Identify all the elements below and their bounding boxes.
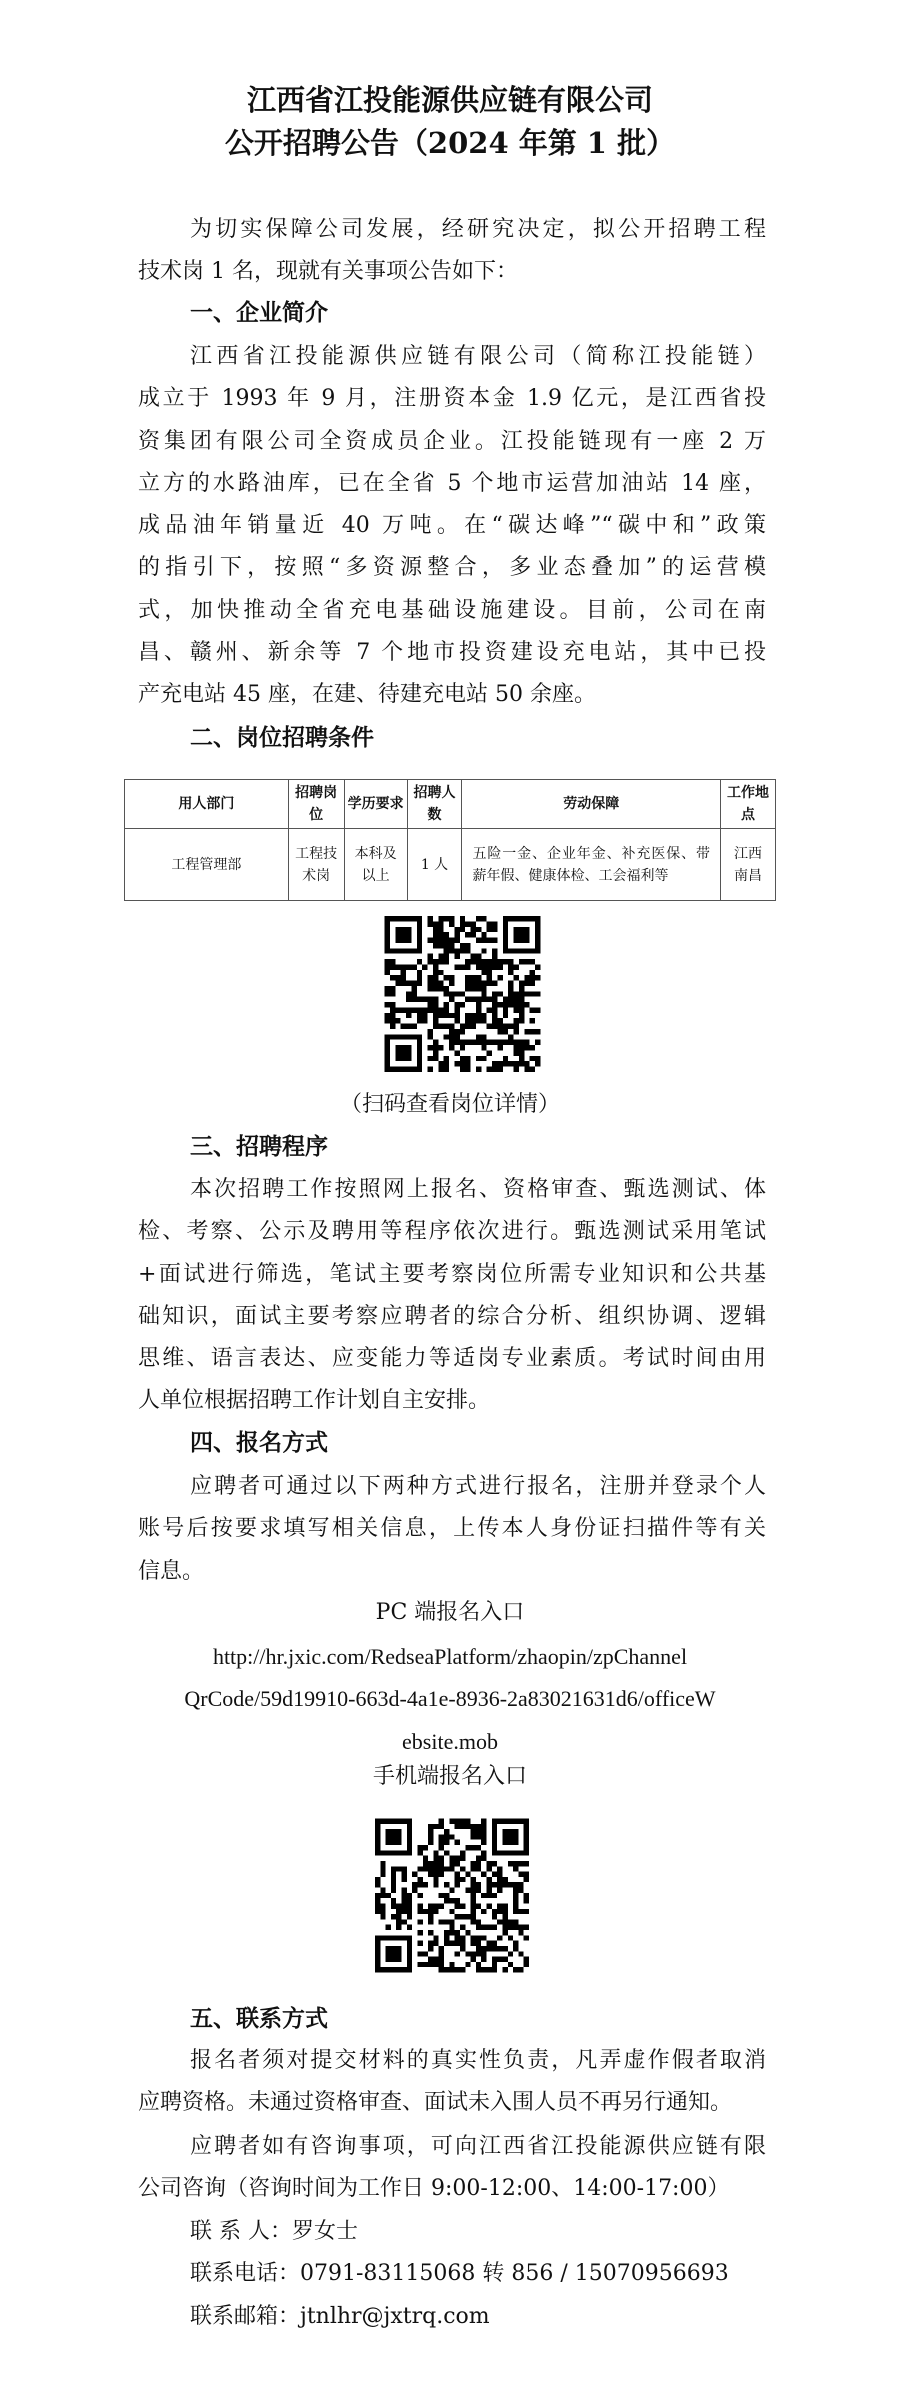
header-headcount: 招聘人数 xyxy=(407,780,462,829)
cell-department: 工程管理部 xyxy=(125,829,289,901)
paragraph-line: 报名者须对提交材料的真实性负责，凡弄虚作假者取消 xyxy=(190,2048,766,2073)
paragraph-line: +面试进行筛选，笔试主要考察岗位所需专业知识和公共基 xyxy=(138,1261,766,1287)
paragraph-line: 为切实保障公司发展，经研究决定，拟公开招聘工程 xyxy=(190,217,766,242)
contact-person: 联 系 人：罗女士 xyxy=(190,2219,358,2244)
paragraph-line: 思维、语言表达、应变能力等适岗专业素质。考试时间由用 xyxy=(138,1346,766,1372)
paragraph-line: 成立于 1993 年 9 月，注册资本金 1.9 亿元，是江西省投 xyxy=(138,386,766,412)
mobile-entry-label: 手机端报名入口 xyxy=(372,1764,527,1789)
qr-code-icon xyxy=(384,916,541,1072)
title-line-1: 江西省江投能源供应链有限公司 xyxy=(246,83,653,117)
registration-paragraph xyxy=(138,1466,766,1593)
job-table xyxy=(124,779,776,901)
section-heading-registration: 四、报名方式 xyxy=(190,1429,328,1456)
paragraph-line: 昌、赣州、新余等 7 个地市投资建设充电站，其中已投 xyxy=(138,640,766,666)
contact-phone: 联系电话：0791-83115068 转 856 / 15070956693 xyxy=(190,2261,729,2287)
cell-location: 江西南昌 xyxy=(721,829,776,901)
inquiry-paragraph xyxy=(138,2126,766,2211)
section-heading-company: 一、企业简介 xyxy=(190,299,328,326)
paragraph-line: 的指引下，按照“多资源整合，多业态叠加”的运营模 xyxy=(138,555,766,581)
section-heading-conditions: 二、岗位招聘条件 xyxy=(190,724,374,751)
section-heading-contact: 五、联系方式 xyxy=(190,2005,328,2032)
header-department: 用人部门 xyxy=(125,780,289,829)
paragraph-line: 成品油年销量近 40 万吨。在“碳达峰”“碳中和”政策 xyxy=(138,513,766,539)
paragraph-line: 产充电站 45 座，在建、待建充电站 50 余座。 xyxy=(138,682,596,708)
job-details-qr-code[interactable] xyxy=(384,916,541,1072)
cell-position: 工程技术岗 xyxy=(288,829,344,901)
cell-education: 本科及以上 xyxy=(344,829,407,901)
qr-caption: （扫码查看岗位详情） xyxy=(339,1092,560,1117)
header-position: 招聘岗位 xyxy=(288,780,344,829)
pc-entry-label: PC 端报名入口 xyxy=(375,1600,525,1625)
contact-email[interactable]: 联系邮箱：jtnlhr@jxtrq.com xyxy=(190,2303,490,2329)
title-line-2: 公开招聘公告（2024 年第 1 批） xyxy=(224,126,676,160)
paragraph-line: 应聘者如有咨询事项，可向江西省江投能源供应链有限 xyxy=(190,2134,766,2159)
paragraph-line: 立方的水路油库，已在全省 5 个地市运营加油站 14 座， xyxy=(138,470,766,496)
paragraph-line: 资集团有限公司全资成员企业。江投能链现有一座 2 万 xyxy=(138,428,766,454)
cell-benefits: 五险一金、企业年金、补充医保、带薪年假、健康体检、工会福利等 xyxy=(462,829,721,901)
url-line[interactable]: QrCode/59d19910-663d-4a1e-8936-2a83021631d6/officeW xyxy=(184,1686,716,1712)
paragraph-line: 技术岗 1 名，现就有关事项公告如下： xyxy=(138,259,518,285)
header-location: 工作地点 xyxy=(721,780,776,829)
section-heading-process: 三、招聘程序 xyxy=(190,1133,328,1160)
paragraph-line: 础知识，面试主要考察应聘者的综合分析、组织协调、逻辑 xyxy=(138,1303,766,1329)
url-line[interactable]: ebsite.mob xyxy=(402,1728,498,1754)
paragraph-line: 江西省江投能源供应链有限公司（简称江投能链） xyxy=(190,344,766,369)
table-header-row xyxy=(125,780,776,829)
company-intro-paragraph xyxy=(138,336,766,717)
header-benefits: 劳动保障 xyxy=(462,780,721,829)
intro-paragraph xyxy=(138,209,766,294)
paragraph-line: 公司咨询（咨询时间为工作日 9:00-12:00、14:00-17:00） xyxy=(138,2176,730,2202)
header-education: 学历要求 xyxy=(344,780,407,829)
paragraph-line: 人单位根据招聘工作计划自主安排。 xyxy=(138,1388,491,1414)
cell-headcount: 1 人 xyxy=(407,829,462,901)
paragraph-line: 本次招聘工作按照网上报名、资格审查、甄选测试、体 xyxy=(190,1177,766,1202)
contact-info xyxy=(138,2211,766,2338)
paragraph-line: 信息。 xyxy=(138,1558,205,1584)
paragraph-line: 式，加快推动全省充电基础设施建设。目前，公司在南 xyxy=(138,597,766,623)
qr-code-icon xyxy=(375,1818,529,1973)
url-line[interactable]: http://hr.jxic.com/RedseaPlatform/zhaopin/zpChannel xyxy=(212,1644,688,1669)
paragraph-line: 账号后按要求填写相关信息，上传本人身份证扫描件等有关 xyxy=(138,1516,766,1542)
paragraph-line: 检、考察、公示及聘用等程序依次进行。甄选测试采用笔试 xyxy=(138,1219,766,1245)
page-title xyxy=(0,79,900,165)
paragraph-line: 应聘者可通过以下两种方式进行报名，注册并登录个人 xyxy=(190,1474,766,1499)
integrity-paragraph xyxy=(138,2040,766,2125)
process-paragraph xyxy=(138,1169,766,1423)
paragraph-line: 应聘资格。未通过资格审查、面试未入围人员不再另行通知。 xyxy=(138,2090,733,2116)
pc-entry-url[interactable] xyxy=(0,1636,900,1763)
mobile-entry-qr-code[interactable] xyxy=(375,1818,529,1973)
table-row xyxy=(125,829,776,901)
